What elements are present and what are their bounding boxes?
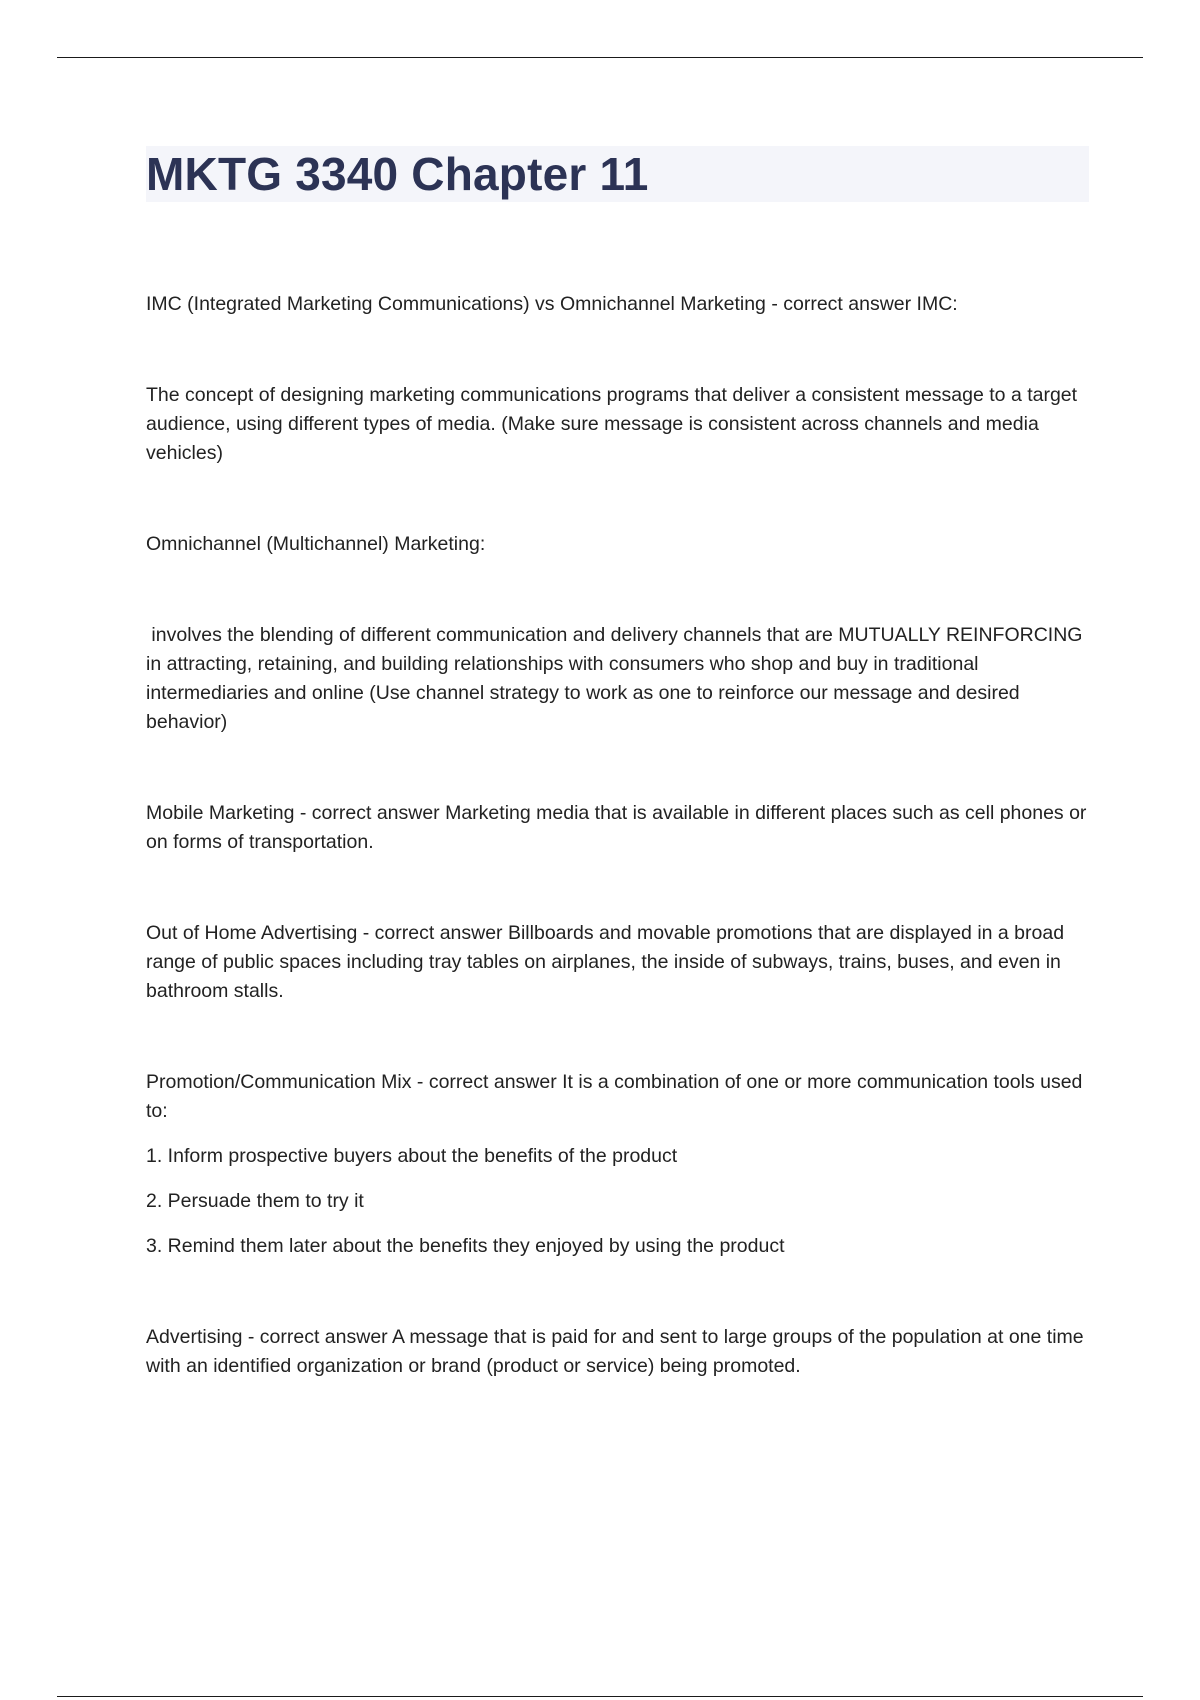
paragraph-omnichannel-heading: Omnichannel (Multichannel) Marketing: xyxy=(146,533,486,555)
page-title: MKTG 3340 Chapter 11 xyxy=(146,148,649,200)
list-item-remind: 3. Remind them later about the benefits they enjoyed by using the product xyxy=(146,1235,785,1257)
list-item-inform: 1. Inform prospective buyers about the benefits of the product xyxy=(146,1145,678,1167)
bottom-rule xyxy=(57,1696,1143,1697)
paragraph-promotion-mix: Promotion/Communication Mix - correct answer It is a combination of one or more communication tools used to: xyxy=(146,1071,1083,1122)
paragraph-out-of-home: Out of Home Advertising - correct answer Billboards and movable promotions that are displayed in a broad range of public spaces including tray tables on airplanes, the inside of subways, trains, buses, and even in bathroom stalls. xyxy=(146,922,1065,1002)
list-item-persuade: 2. Persuade them to try it xyxy=(146,1190,364,1212)
paragraph-mobile-marketing: Mobile Marketing - correct answer Marketing media that is available in different places such as cell phones or on forms of transportation. xyxy=(146,802,1087,853)
paragraph-omnichannel-definition: involves the blending of different communication and delivery channels that are MUTUALLY REINFORCING in attracting, retaining, and building relationships with consumers who shop and buy in traditional intermediaries and online (Use channel strategy to work as one to reinforce our message and desired behavior) xyxy=(146,624,1088,733)
paragraph-imc-question: IMC (Integrated Marketing Communications) vs Omnichannel Marketing - correct answer IMC: xyxy=(146,293,958,315)
paragraph-advertising: Advertising - correct answer A message that is paid for and sent to large groups of the population at one time with an identified organization or brand (product or service) being promoted. xyxy=(146,1326,1084,1377)
paragraph-imc-definition: The concept of designing marketing communications programs that deliver a consistent message to a target audience, using different types of media. (Make sure message is consistent across channels and media vehicles) xyxy=(146,384,1078,464)
document-body xyxy=(146,290,1096,1381)
top-rule xyxy=(57,57,1143,58)
